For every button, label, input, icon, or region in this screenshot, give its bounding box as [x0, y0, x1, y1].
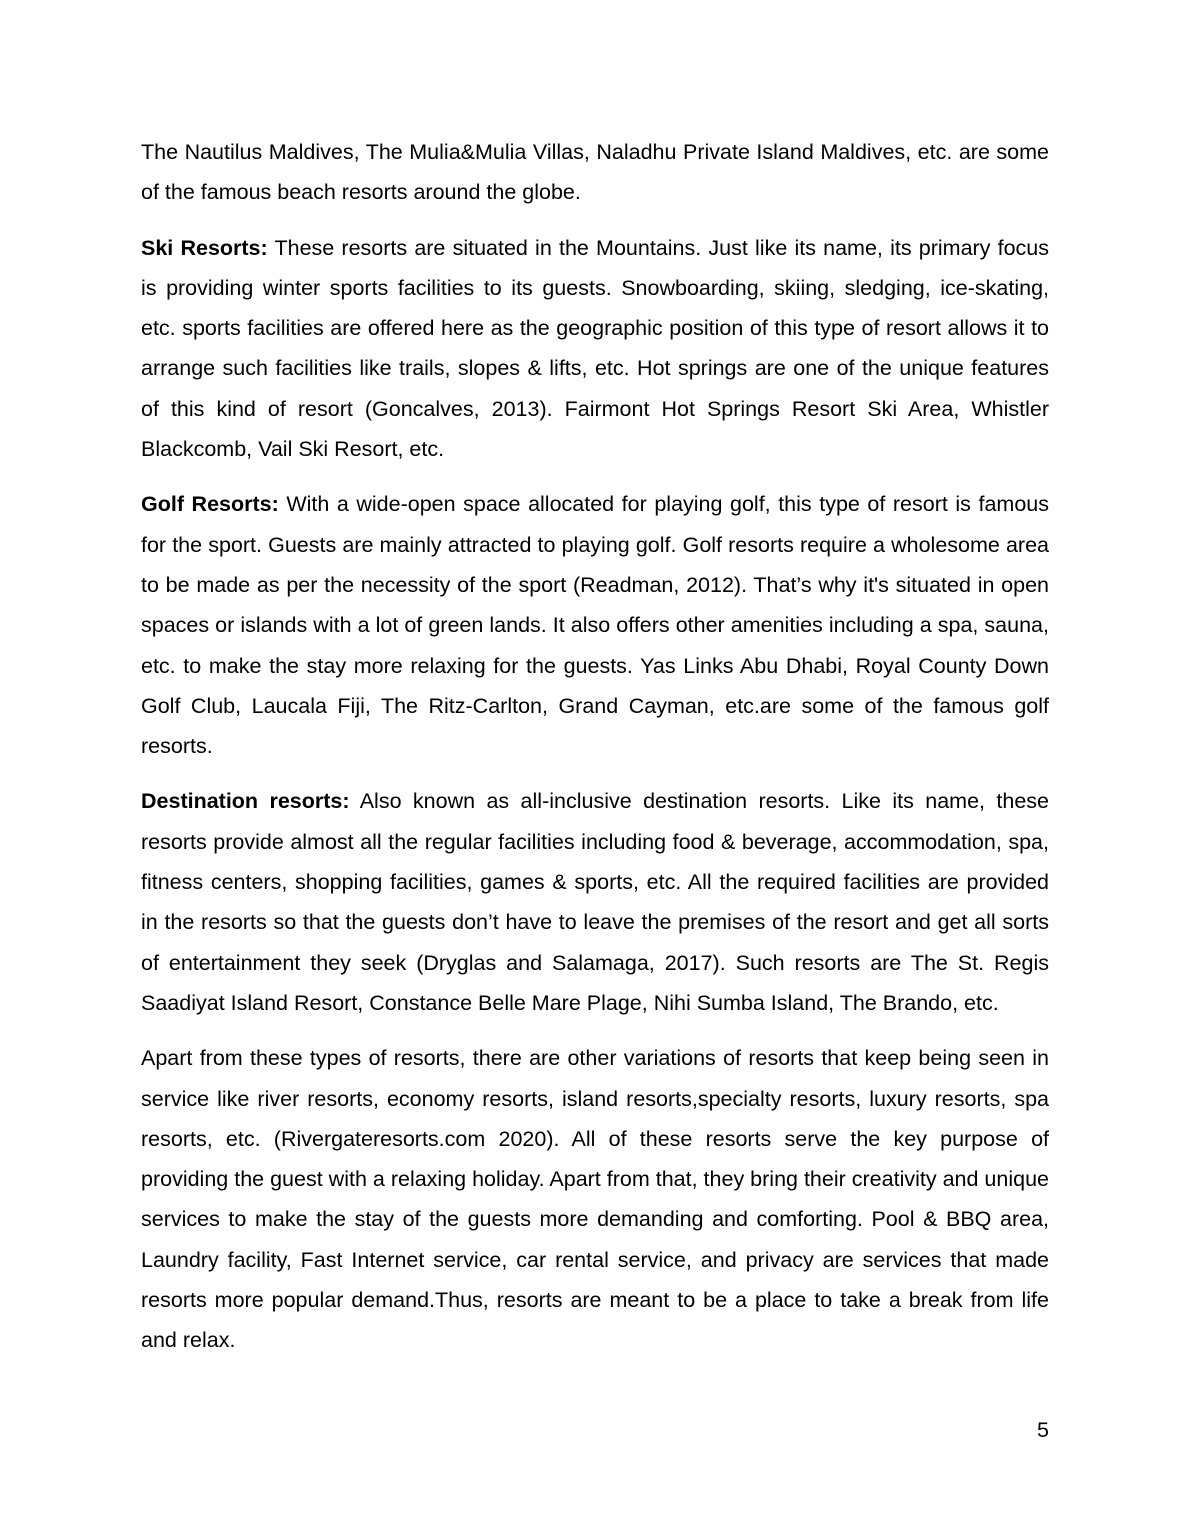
paragraph-text: These resorts are situated in the Mountains. Just like its name, its primary focus is providing winter sports facilities to its guests. Snowboarding, skiing, sledging, ice-skating, etc. sports facilities are offered here as the geographic position of this type of resort allows it to arrange such facilities like trails, slopes & lifts, etc. Hot springs are one of the unique features of this kind of resort (Goncalves, 2013). Fairmont Hot Springs Resort Ski Area, Whistler Blackcomb, Vail Ski Resort, etc. [141, 235, 1050, 462]
paragraph-text: The Nautilus Maldives, The Mulia&Mulia Villas, Naladhu Private Island Maldives, etc. are some of the famous beach resorts around the globe. [141, 140, 1049, 205]
page-number: 5 [1037, 1418, 1049, 1442]
paragraph-ski-resorts [141, 228, 1049, 470]
paragraph-heading: Golf Resorts: [141, 492, 279, 517]
paragraph-other-variations [141, 1038, 1049, 1360]
paragraph-destination-resorts [141, 781, 1049, 1023]
paragraph-heading: Destination resorts: [141, 789, 350, 814]
paragraph-text: With a wide-open space allocated for playing golf, this type of resort is famous for the sport. Guests are mainly attracted to playing golf. Golf resorts require a wholesome area to be made as per the necessity of the sport (Readman, 2012). That’s why it's situated in open spaces or islands with a lot of green lands. It also offers other amenities including a spa, sauna, etc. to make the stay more relaxing for the guests. Yas Links Abu Dhabi, Royal County Down Golf Club, Laucala Fiji, The Ritz-Carlton, Grand Cayman, etc.are some of the famous golf resorts. [141, 492, 1049, 759]
paragraph-text: Also known as all-inclusive destination resorts. Like its name, these resorts provide almost all the regular facilities including food & beverage, accommodation, spa, fitness centers, shopping facilities, games & sports, etc. All the required facilities are provided in the resorts so that the guests don’t have to leave the premises of the resort and get all sorts of entertainment they seek (Dryglas and Salamaga, 2017). Such resorts are The St. Regis Saadiyat Island Resort, Constance Belle Mare Plage, Nihi Sumba Island, The Brando, etc. [141, 789, 1049, 1015]
page-body [141, 132, 1049, 1376]
paragraph-beach-resorts-continued [141, 132, 1049, 213]
paragraph-heading: Ski Resorts: [141, 235, 268, 260]
paragraph-text: Apart from these types of resorts, there are other variations of resorts that keep being seen in service like river resorts, economy resorts, island resorts,specialty resorts, luxury resorts, spa resorts, etc. (Rivergateresorts.com 2020). All of these resorts serve the key purpose of providing the guest with a relaxing holiday. Apart from that, they bring their creativity and unique services to make the stay of the guests more demanding and comforting. Pool & BBQ area, Laundry facility, Fast Internet service, car rental service, and privacy are services that made resorts more popular demand.Thus, resorts are meant to be a place to take a break from life and relax. [141, 1046, 1049, 1353]
paragraph-golf-resorts [141, 484, 1049, 766]
